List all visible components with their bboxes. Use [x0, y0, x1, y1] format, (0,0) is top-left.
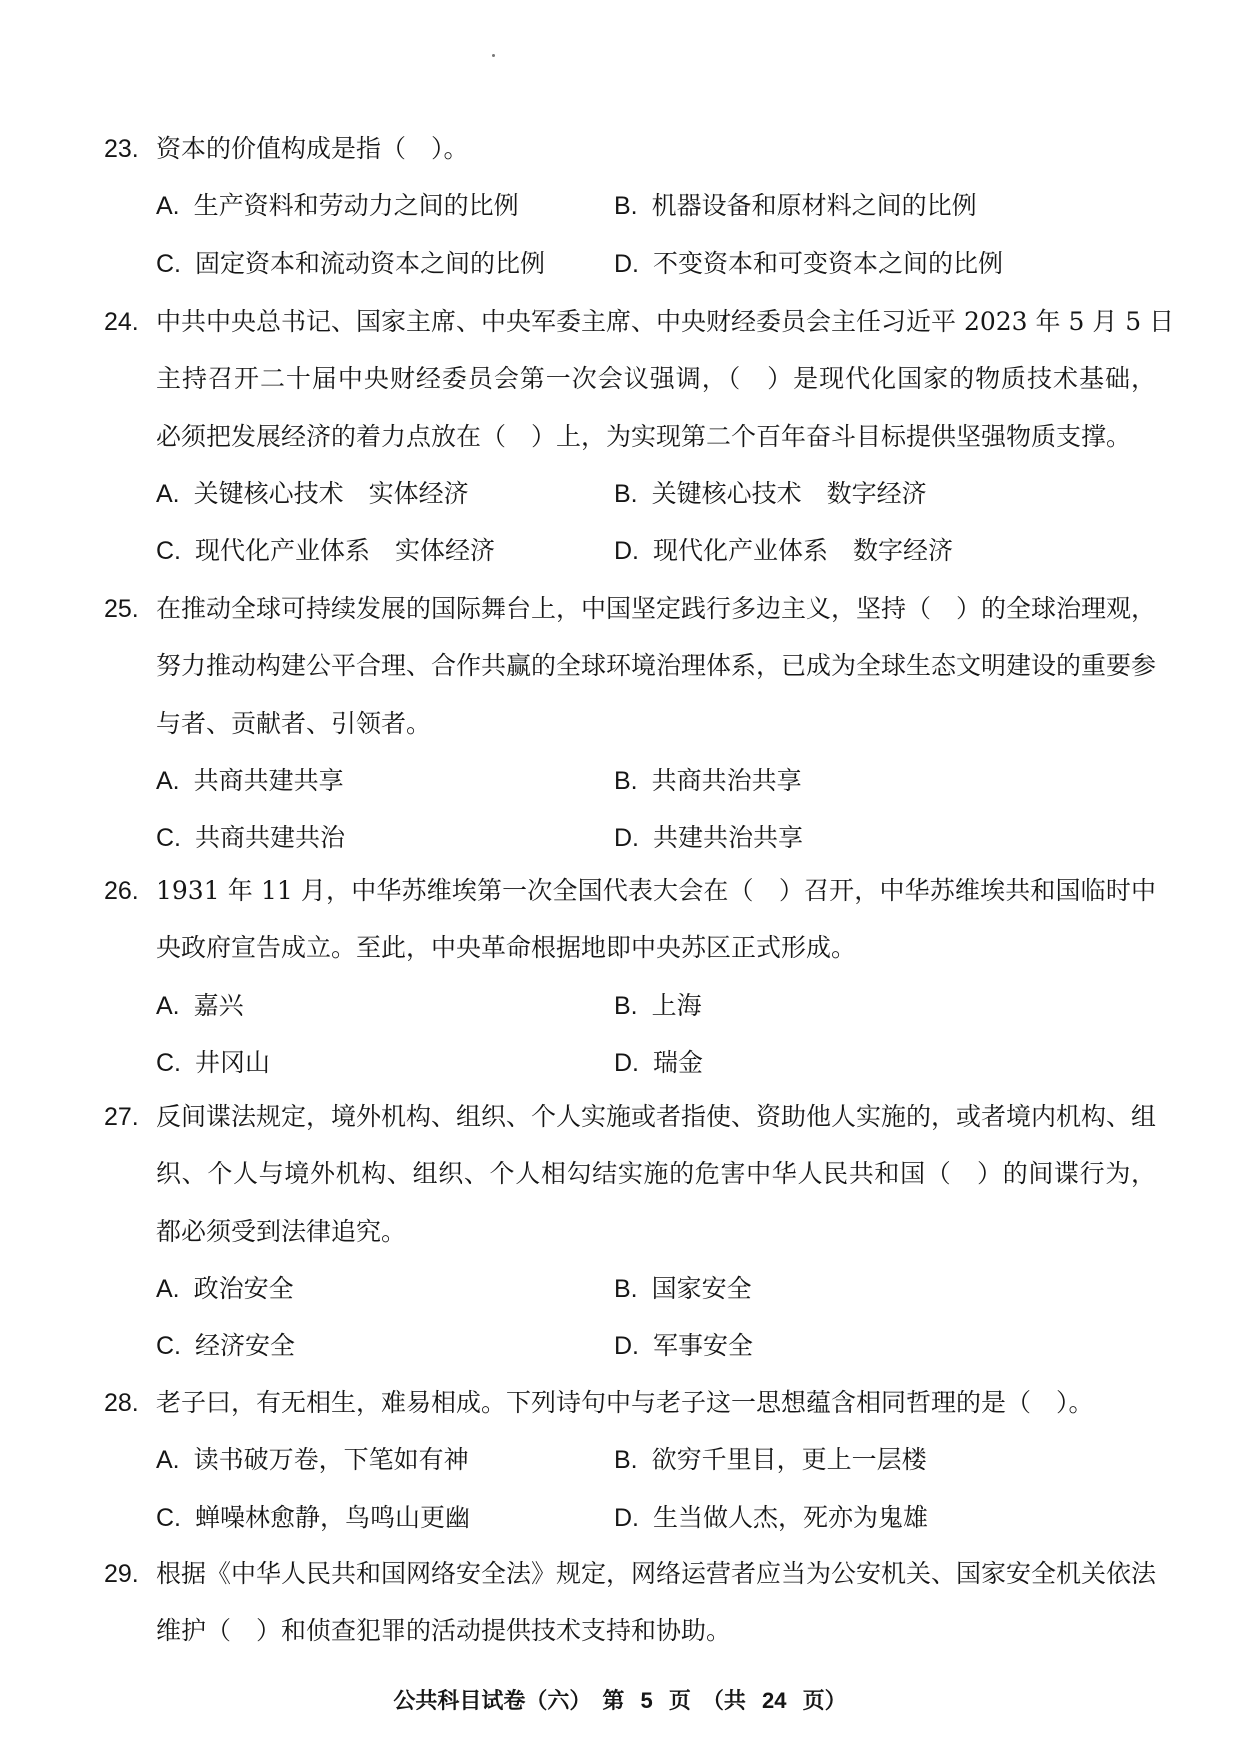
question-text-line: 老子曰，有无相生，难易相成。下列诗句中与老子这一思想蕴含相同哲理的是（ ）。 — [156, 1388, 1094, 1417]
answer-option — [614, 822, 803, 854]
option-text: 固定资本和流动资本之间的比例 — [195, 248, 546, 278]
answer-option — [614, 190, 977, 222]
page-footer: 公共科目试卷（六） 第 5 页 （共 24 页） — [393, 1688, 847, 1713]
question-number: 24. — [104, 308, 139, 336]
option-label: C. — [156, 537, 181, 566]
option-label: B. — [614, 766, 638, 795]
question-number: 25. — [104, 595, 139, 623]
option-text: 共建共治共享 — [653, 823, 804, 853]
option-text: 机器设备和原材料之间的比例 — [651, 191, 977, 221]
answer-option — [614, 990, 702, 1022]
option-text: 共商共建共享 — [193, 765, 344, 795]
option-label: A. — [156, 192, 180, 221]
option-label: D. — [614, 824, 639, 853]
answer-option — [156, 1273, 294, 1305]
question-text-line: 1931 年 11 月，中华苏维埃第一次全国代表大会在（ ）召开，中华苏维埃共和国临时中 — [156, 876, 1156, 905]
option-text: 生当做人杰，死亦为鬼雄 — [653, 1502, 929, 1532]
answer-option — [156, 822, 345, 854]
answer-option — [156, 1330, 295, 1362]
option-text: 井冈山 — [195, 1047, 271, 1077]
option-label: A. — [156, 766, 180, 795]
question-text-line: 根据《中华人民共和国网络安全法》规定，网络运营者应当为公安机关、国家安全机关依法 — [156, 1559, 1157, 1588]
option-text: 政治安全 — [193, 1273, 294, 1303]
question-text-line: 织、个人与境外机构、组织、个人相勾结实施的危害中华人民共和国（ ）的间谍行为， — [156, 1159, 1156, 1189]
answer-option — [614, 1330, 753, 1362]
option-text: 关键核心技术 实体经济 — [193, 478, 469, 508]
option-label: B. — [614, 479, 638, 508]
answer-option — [156, 248, 545, 280]
answer-option — [156, 1502, 470, 1534]
option-label: C. — [156, 1048, 181, 1077]
question-text-line: 反间谍法规定，境外机构、组织、个人实施或者指使、资助他人实施的，或者境内机构、组 — [156, 1102, 1157, 1131]
question-text-line: 都必须受到法律追究。 — [156, 1216, 407, 1246]
option-text: 关键核心技术 数字经济 — [651, 478, 927, 508]
scan-speck — [492, 54, 495, 57]
option-label: D. — [614, 537, 639, 566]
option-label: C. — [156, 249, 181, 278]
option-label: D. — [614, 249, 639, 278]
option-text: 军事安全 — [653, 1331, 754, 1361]
question-text-line: 中共中央总书记、国家主席、中央军委主席、中央财经委员会主任习近平 2023 年 5 月 5 日 — [156, 307, 1175, 336]
answer-option — [156, 535, 495, 567]
option-text: 国家安全 — [651, 1273, 752, 1303]
answer-option — [614, 1502, 928, 1534]
answer-option — [614, 1444, 927, 1476]
answer-option — [614, 535, 953, 567]
question-number: 27. — [104, 1103, 139, 1131]
option-text: 读书破万卷，下笔如有神 — [193, 1445, 469, 1475]
option-text: 不变资本和可变资本之间的比例 — [653, 248, 1004, 278]
option-label: C. — [156, 1332, 181, 1361]
answer-option — [156, 990, 244, 1022]
option-label: B. — [614, 991, 638, 1020]
option-text: 蝉噪林愈静，鸟鸣山更幽 — [195, 1502, 471, 1532]
question-text-line: 与者、贡献者、引领者。 — [156, 708, 432, 738]
question-text-line: 必须把发展经济的着力点放在（ ）上，为实现第二个百年奋斗目标提供坚强物质支撑。 — [156, 421, 1132, 451]
question-number: 23. — [104, 135, 139, 163]
question-text-line: 主持召开二十届中央财经委员会第一次会议强调，（ ）是现代化国家的物质技术基础， — [156, 364, 1156, 394]
answer-option — [156, 190, 519, 222]
option-label: D. — [614, 1503, 639, 1532]
answer-option — [156, 478, 469, 510]
option-label: A. — [156, 479, 180, 508]
question-number: 29. — [104, 1560, 139, 1588]
option-label: A. — [156, 1446, 180, 1475]
answer-option — [614, 1273, 752, 1305]
option-label: C. — [156, 1503, 181, 1532]
question-text-line: 努力推动构建公平合理、合作共赢的全球环境治理体系，已成为全球生态文明建设的重要参 — [156, 651, 1157, 681]
answer-option — [156, 1444, 469, 1476]
option-text: 嘉兴 — [193, 990, 244, 1020]
option-text: 现代化产业体系 数字经济 — [653, 536, 954, 566]
option-label: D. — [614, 1048, 639, 1077]
question-text-line: 在推动全球可持续发展的国际舞台上，中国坚定践行多边主义，坚持（ ）的全球治理观， — [156, 594, 1157, 623]
option-text: 共商共治共享 — [651, 765, 802, 795]
option-text: 上海 — [651, 990, 702, 1020]
option-text: 共商共建共治 — [195, 823, 346, 853]
question-text-line: 央政府宣告成立。至此，中央革命根据地即中央苏区正式形成。 — [156, 933, 857, 963]
answer-option — [614, 1047, 703, 1079]
option-label: B. — [614, 1274, 638, 1303]
question-number: 28. — [104, 1389, 139, 1417]
option-text: 现代化产业体系 实体经济 — [195, 536, 496, 566]
option-label: B. — [614, 192, 638, 221]
option-label: A. — [156, 991, 180, 1020]
option-text: 生产资料和劳动力之间的比例 — [193, 191, 519, 221]
question-text-line: 资本的价值构成是指（ ）。 — [156, 134, 469, 163]
option-text: 欲穷千里目，更上一层楼 — [651, 1445, 927, 1475]
answer-option — [614, 765, 802, 797]
option-label: D. — [614, 1332, 639, 1361]
question-number: 26. — [104, 877, 139, 905]
answer-option — [614, 248, 1003, 280]
answer-option — [156, 1047, 270, 1079]
option-text: 瑞金 — [653, 1047, 704, 1077]
answer-option — [614, 478, 927, 510]
answer-option — [156, 765, 344, 797]
option-label: C. — [156, 824, 181, 853]
option-label: A. — [156, 1274, 180, 1303]
option-label: B. — [614, 1446, 638, 1475]
question-text-line: 维护（ ）和侦查犯罪的活动提供技术支持和协助。 — [156, 1616, 732, 1646]
option-text: 经济安全 — [195, 1331, 296, 1361]
